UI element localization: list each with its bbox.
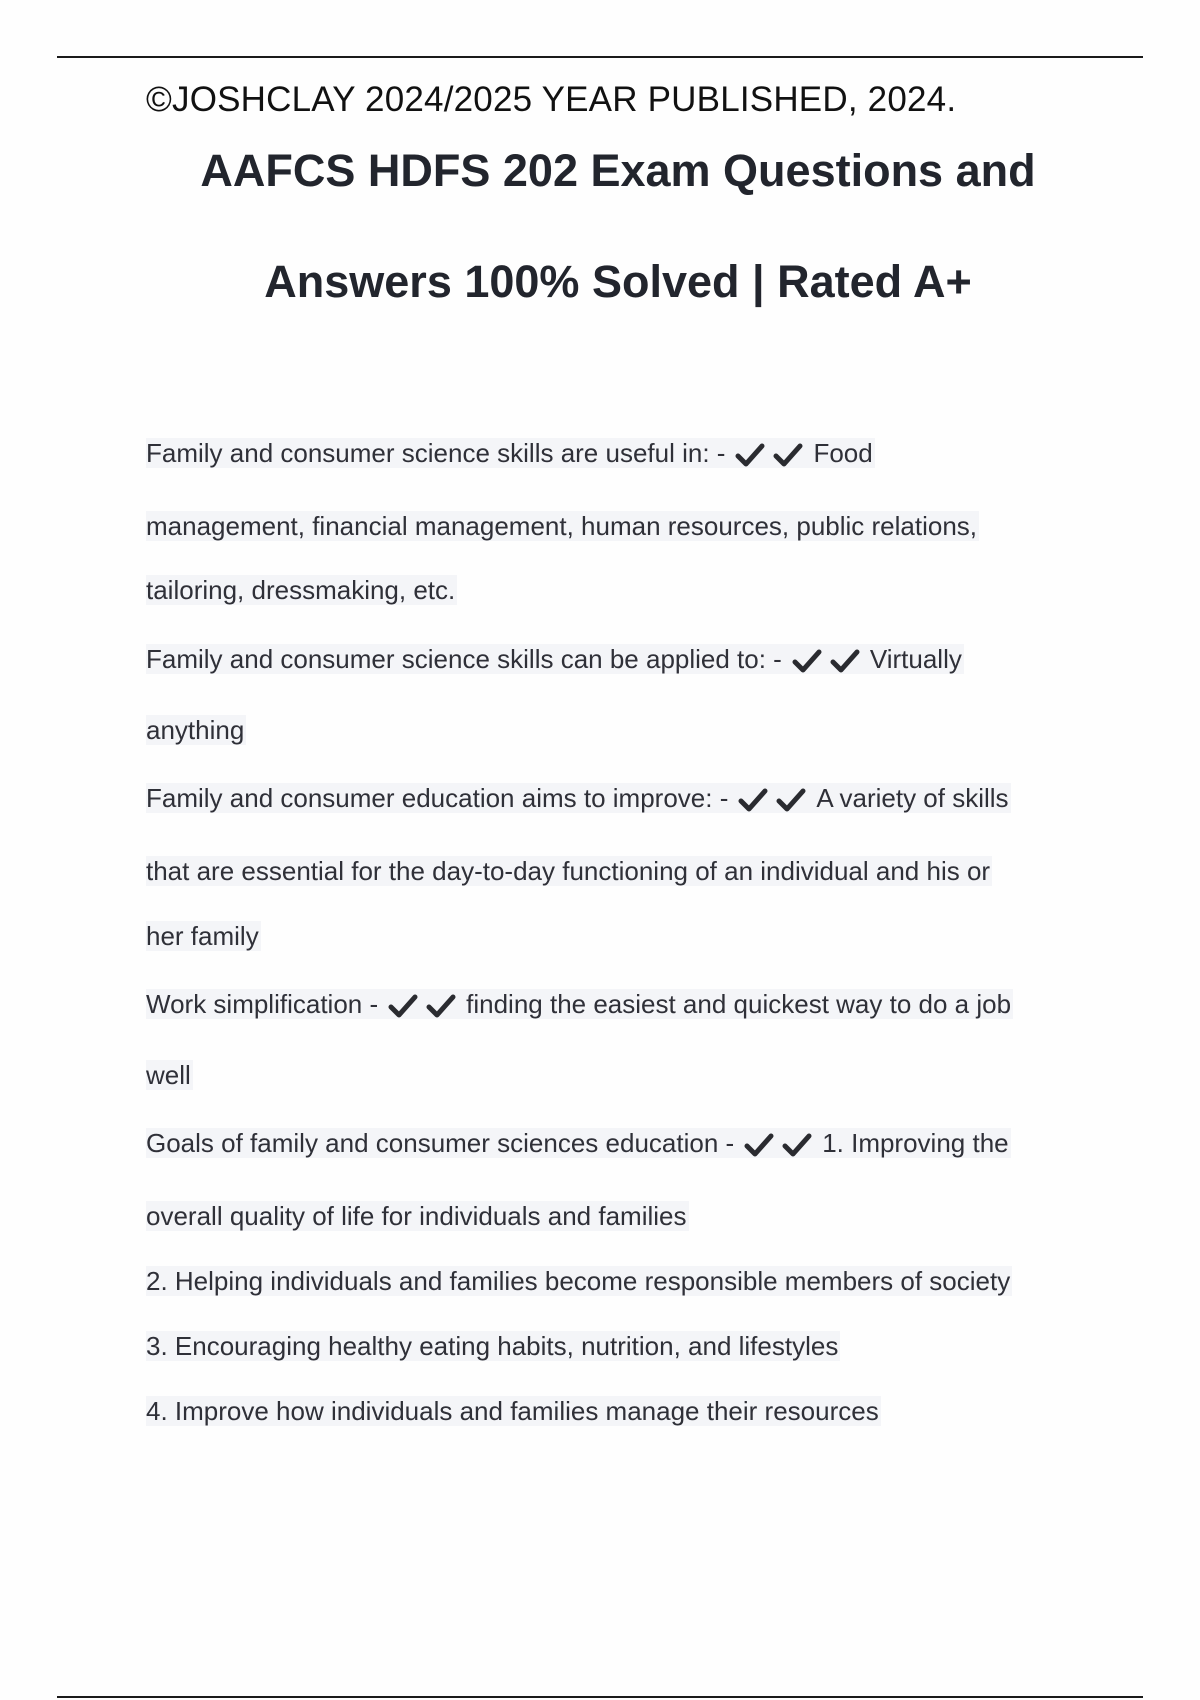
bottom-rule bbox=[57, 1696, 1143, 1698]
qa-3-answer-line bbox=[146, 918, 261, 954]
double-check-icon bbox=[735, 435, 811, 471]
qa-5-answer-line bbox=[146, 1328, 840, 1364]
qa-5-answer-line-2: 2. Helping individuals and families become responsible members of society bbox=[146, 1266, 1011, 1296]
qa-5-answer-line-1: overall quality of life for individuals and families bbox=[146, 1201, 687, 1231]
qa-1-answer-line bbox=[146, 572, 457, 608]
qa-4-question-highlight bbox=[146, 989, 1013, 1019]
check-mark-icon bbox=[830, 647, 860, 675]
qa-5-answer-line bbox=[146, 1198, 689, 1234]
qa-3-question: Family and consumer education aims to improve: - bbox=[146, 783, 729, 813]
document-title-line-2: Answers 100% Solved | Rated A+ bbox=[264, 256, 972, 307]
check-mark-icon bbox=[426, 992, 456, 1020]
check-mark-icon bbox=[735, 441, 765, 469]
qa-1-answer-line-1: management, financial management, human resources, public relations, bbox=[146, 511, 978, 541]
qa-5-question: Goals of family and consumer sciences education - bbox=[146, 1128, 735, 1158]
double-check-icon bbox=[388, 986, 464, 1022]
check-mark-icon bbox=[792, 647, 822, 675]
qa-5-question-line bbox=[146, 1125, 1011, 1161]
qa-5-answer-line bbox=[146, 1263, 1012, 1299]
qa-1-answer-line-2: tailoring, dressmaking, etc. bbox=[146, 575, 456, 605]
top-rule bbox=[57, 56, 1143, 58]
check-mark-icon bbox=[388, 992, 418, 1020]
qa-1-question: Family and consumer science skills are useful in: - bbox=[146, 438, 726, 468]
qa-3-question-highlight bbox=[146, 783, 1011, 813]
check-mark-icon bbox=[738, 786, 768, 814]
qa-2-question-highlight bbox=[146, 644, 964, 674]
copyright-header: ©JOSHCLAY 2024/2025 YEAR PUBLISHED, 2024. bbox=[146, 80, 957, 119]
qa-3-answer-line-2: her family bbox=[146, 921, 259, 951]
check-mark-icon bbox=[776, 786, 806, 814]
qa-5-answer-start: 1. Improving the bbox=[822, 1128, 1009, 1158]
qa-3-answer-line bbox=[146, 853, 992, 889]
qa-4-answer-line bbox=[146, 1057, 193, 1093]
qa-4-answer-line-1: well bbox=[146, 1060, 191, 1090]
double-check-icon bbox=[744, 1125, 820, 1161]
qa-2-question-line bbox=[146, 641, 964, 677]
qa-4-question: Work simplification - bbox=[146, 989, 379, 1019]
double-check-icon bbox=[792, 641, 868, 677]
qa-4-answer-start: finding the easiest and quickest way to do a job bbox=[466, 989, 1012, 1019]
qa-5-answer-line-3: 3. Encouraging healthy eating habits, nutrition, and lifestyles bbox=[146, 1331, 839, 1361]
check-mark-icon bbox=[744, 1131, 774, 1159]
check-mark-icon bbox=[773, 441, 803, 469]
qa-2-answer-line bbox=[146, 712, 246, 748]
qa-1-question-highlight bbox=[146, 438, 875, 468]
qa-5-question-highlight bbox=[146, 1128, 1011, 1158]
qa-3-question-line bbox=[146, 780, 1011, 816]
qa-1-answer-start: Food bbox=[813, 438, 873, 468]
qa-3-answer-start: A variety of skills bbox=[816, 783, 1009, 813]
qa-1-answer-line bbox=[146, 508, 979, 544]
qa-2-question: Family and consumer science skills can be applied to: - bbox=[146, 644, 782, 674]
double-check-icon bbox=[738, 780, 814, 816]
check-mark-icon bbox=[782, 1131, 812, 1159]
qa-5-answer-line-4: 4. Improve how individuals and families manage their resources bbox=[146, 1396, 879, 1426]
qa-2-answer-start: Virtually bbox=[869, 644, 962, 674]
document-title-line-1: AAFCS HDFS 202 Exam Questions and bbox=[200, 145, 1036, 196]
qa-1-question-line bbox=[146, 435, 875, 471]
qa-2-answer-line-1: anything bbox=[146, 715, 245, 745]
qa-3-answer-line-1: that are essential for the day-to-day functioning of an individual and his or bbox=[146, 856, 991, 886]
qa-5-answer-line bbox=[146, 1393, 881, 1429]
qa-4-question-line bbox=[146, 986, 1013, 1022]
